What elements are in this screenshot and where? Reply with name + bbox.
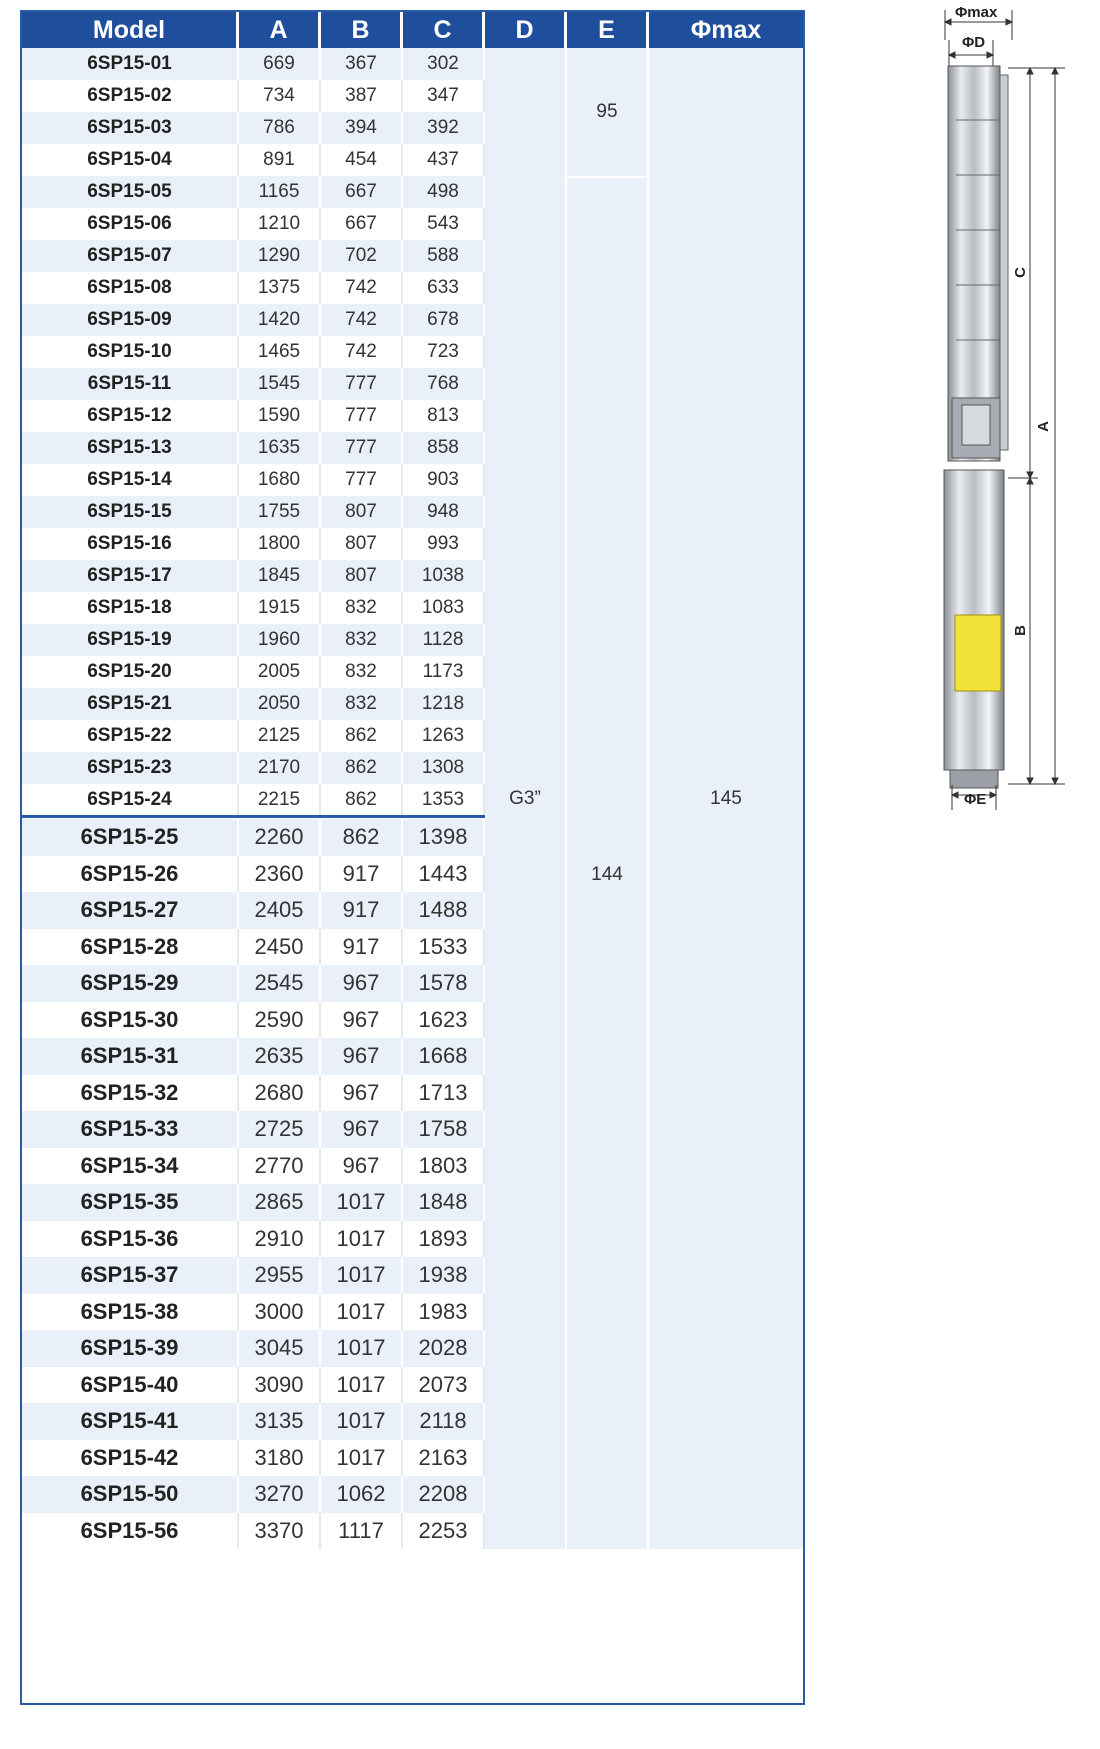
model-cell: 6SP15-02 — [22, 80, 239, 112]
dimension-c-cell: 1308 — [403, 752, 485, 784]
dimension-b-cell: 1017 — [321, 1367, 403, 1404]
header-b: B — [321, 12, 403, 48]
model-cell: 6SP15-37 — [22, 1257, 239, 1294]
dimension-b-cell: 777 — [321, 368, 403, 400]
b-label: B — [1011, 625, 1029, 636]
table-row — [22, 496, 534, 528]
dimension-b-cell: 667 — [321, 208, 403, 240]
dimension-a-cell: 1680 — [239, 464, 321, 496]
model-cell: 6SP15-15 — [22, 496, 239, 528]
dimension-b-cell: 832 — [321, 656, 403, 688]
dimension-c-cell: 723 — [403, 336, 485, 368]
model-cell: 6SP15-10 — [22, 336, 239, 368]
dimension-b-cell: 1017 — [321, 1294, 403, 1331]
dimension-a-cell: 1375 — [239, 272, 321, 304]
dimension-a-cell: 2865 — [239, 1184, 321, 1221]
table-row — [22, 892, 534, 929]
header-e: E — [567, 12, 649, 48]
dimension-c-cell: 1893 — [403, 1221, 485, 1258]
model-cell: 6SP15-13 — [22, 432, 239, 464]
pump-illustration — [900, 0, 1100, 900]
model-cell: 6SP15-22 — [22, 720, 239, 752]
header-d: D — [485, 12, 567, 48]
table-row — [22, 592, 534, 624]
dimension-b-cell: 1017 — [321, 1184, 403, 1221]
model-cell: 6SP15-33 — [22, 1111, 239, 1148]
model-cell: 6SP15-19 — [22, 624, 239, 656]
dimension-b-cell: 917 — [321, 892, 403, 929]
model-cell: 6SP15-12 — [22, 400, 239, 432]
dimension-b-cell: 387 — [321, 80, 403, 112]
model-cell: 6SP15-11 — [22, 368, 239, 400]
dimension-b-cell: 862 — [321, 720, 403, 752]
model-cell: 6SP15-07 — [22, 240, 239, 272]
model-cell: 6SP15-38 — [22, 1294, 239, 1331]
dimension-c-cell: 1533 — [403, 929, 485, 966]
model-cell: 6SP15-14 — [22, 464, 239, 496]
dimension-b-cell: 454 — [321, 144, 403, 176]
table-row — [22, 720, 534, 752]
dimension-a-cell: 2360 — [239, 856, 321, 893]
dimension-c-cell: 1173 — [403, 656, 485, 688]
table-row — [22, 368, 534, 400]
dimension-b-cell: 807 — [321, 560, 403, 592]
dimension-a-cell: 3270 — [239, 1476, 321, 1513]
model-cell: 6SP15-27 — [22, 892, 239, 929]
dimension-a-cell: 2635 — [239, 1038, 321, 1075]
dimension-a-cell: 2005 — [239, 656, 321, 688]
column-e-merged-cell-top — [567, 48, 649, 176]
table-row — [22, 112, 534, 144]
model-cell: 6SP15-16 — [22, 528, 239, 560]
table-row — [22, 144, 534, 176]
table-row — [22, 784, 534, 816]
dimension-b-cell: 832 — [321, 688, 403, 720]
model-cell: 6SP15-24 — [22, 784, 239, 816]
dimension-c-cell: 2028 — [403, 1330, 485, 1367]
table-row — [22, 240, 534, 272]
table-row — [22, 929, 534, 966]
dimension-c-cell: 437 — [403, 144, 485, 176]
dimension-c-cell: 1983 — [403, 1294, 485, 1331]
e-value-bottom: 144 — [591, 864, 623, 885]
table-row — [22, 208, 534, 240]
table-row — [22, 1476, 534, 1513]
dimension-c-cell: 1803 — [403, 1148, 485, 1185]
dimension-c-cell: 392 — [403, 112, 485, 144]
model-cell: 6SP15-40 — [22, 1367, 239, 1404]
column-phimax-merged-cell — [649, 48, 803, 1549]
dimension-b-cell: 1017 — [321, 1330, 403, 1367]
dimension-b-cell: 702 — [321, 240, 403, 272]
c-label: C — [1011, 267, 1029, 278]
dimension-a-cell: 1960 — [239, 624, 321, 656]
dimension-c-cell: 1758 — [403, 1111, 485, 1148]
table-section-separator — [22, 815, 534, 818]
table-row — [22, 80, 534, 112]
dimension-c-cell: 588 — [403, 240, 485, 272]
dimension-a-cell: 2215 — [239, 784, 321, 816]
dimension-c-cell: 768 — [403, 368, 485, 400]
model-cell: 6SP15-21 — [22, 688, 239, 720]
dimension-b-cell: 967 — [321, 1148, 403, 1185]
dimension-c-cell: 1353 — [403, 784, 485, 816]
dimension-a-cell: 1465 — [239, 336, 321, 368]
model-cell: 6SP15-31 — [22, 1038, 239, 1075]
dimension-c-cell: 1488 — [403, 892, 485, 929]
dimension-b-cell: 807 — [321, 528, 403, 560]
dimension-a-cell: 2770 — [239, 1148, 321, 1185]
model-cell: 6SP15-42 — [22, 1440, 239, 1477]
table-row — [22, 1294, 534, 1331]
dimension-c-cell: 1083 — [403, 592, 485, 624]
dimension-b-cell: 967 — [321, 1038, 403, 1075]
table-row — [22, 336, 534, 368]
dimension-a-cell: 2910 — [239, 1221, 321, 1258]
table-row — [22, 48, 534, 80]
model-cell: 6SP15-28 — [22, 929, 239, 966]
dimension-b-cell: 1017 — [321, 1221, 403, 1258]
table-row — [22, 1257, 534, 1294]
table-row — [22, 560, 534, 592]
table-row — [22, 856, 534, 893]
dimension-b-cell: 367 — [321, 48, 403, 80]
dimension-b-cell: 777 — [321, 432, 403, 464]
table-row — [22, 656, 534, 688]
dimension-b-cell: 1017 — [321, 1403, 403, 1440]
dimension-b-cell: 967 — [321, 1111, 403, 1148]
phimax-value: 145 — [710, 788, 742, 809]
dimension-a-cell: 1210 — [239, 208, 321, 240]
dimension-a-cell: 1545 — [239, 368, 321, 400]
dimension-b-cell: 1017 — [321, 1257, 403, 1294]
model-cell: 6SP15-04 — [22, 144, 239, 176]
table-row — [22, 1330, 534, 1367]
model-cell: 6SP15-36 — [22, 1221, 239, 1258]
header-model: Model — [22, 12, 239, 48]
dimension-a-cell: 1165 — [239, 176, 321, 208]
dimension-a-cell: 2260 — [239, 819, 321, 856]
dimension-c-cell: 1938 — [403, 1257, 485, 1294]
dimension-c-cell: 2118 — [403, 1403, 485, 1440]
table-row — [22, 752, 534, 784]
dimension-a-cell: 2725 — [239, 1111, 321, 1148]
dimension-a-cell: 3370 — [239, 1513, 321, 1550]
pump-body — [948, 66, 1008, 461]
dimension-c-cell: 2073 — [403, 1367, 485, 1404]
dimension-b-cell: 742 — [321, 304, 403, 336]
dimension-c-cell: 1443 — [403, 856, 485, 893]
dimension-b-cell: 862 — [321, 752, 403, 784]
dimension-c-cell: 1848 — [403, 1184, 485, 1221]
table-row — [22, 1513, 534, 1550]
table-row — [22, 1403, 534, 1440]
table-row — [22, 1038, 534, 1075]
motor-label-sticker — [955, 615, 1001, 691]
table-row — [22, 965, 534, 1002]
dimension-a-cell: 3045 — [239, 1330, 321, 1367]
model-cell: 6SP15-06 — [22, 208, 239, 240]
dimension-b-cell: 832 — [321, 624, 403, 656]
table-row — [22, 464, 534, 496]
dimension-c-cell: 903 — [403, 464, 485, 496]
model-cell: 6SP15-25 — [22, 819, 239, 856]
dimension-b-cell: 807 — [321, 496, 403, 528]
table-row — [22, 1221, 534, 1258]
table-row — [22, 1148, 534, 1185]
dimension-b-cell: 1117 — [321, 1513, 403, 1550]
dimension-c-cell: 1128 — [403, 624, 485, 656]
dimension-b-cell: 862 — [321, 819, 403, 856]
dimension-b-cell: 917 — [321, 929, 403, 966]
dimension-b-cell: 967 — [321, 965, 403, 1002]
table-row — [22, 400, 534, 432]
dimension-a-cell: 3090 — [239, 1367, 321, 1404]
table-row — [22, 176, 534, 208]
table-row — [22, 819, 534, 856]
header-a: A — [239, 12, 321, 48]
dimension-b-cell: 777 — [321, 464, 403, 496]
motor-body — [944, 470, 1004, 788]
dimension-c-cell: 1263 — [403, 720, 485, 752]
dimension-a-cell: 2050 — [239, 688, 321, 720]
model-cell: 6SP15-18 — [22, 592, 239, 624]
header-phimax: Φmax — [649, 12, 803, 48]
table-row — [22, 1440, 534, 1477]
dimension-b-cell: 742 — [321, 336, 403, 368]
table-row — [22, 688, 534, 720]
dimension-c-cell: 993 — [403, 528, 485, 560]
dimension-a-cell: 1420 — [239, 304, 321, 336]
model-cell: 6SP15-29 — [22, 965, 239, 1002]
dimension-a-cell: 3180 — [239, 1440, 321, 1477]
model-cell: 6SP15-41 — [22, 1403, 239, 1440]
dimension-b-cell: 967 — [321, 1075, 403, 1112]
column-d-merged-cell — [485, 48, 567, 1549]
dimension-b-cell: 967 — [321, 1002, 403, 1039]
dimension-a-cell: 891 — [239, 144, 321, 176]
dimension-c-cell: 858 — [403, 432, 485, 464]
dimension-c-cell: 1578 — [403, 965, 485, 1002]
dimension-c-cell: 813 — [403, 400, 485, 432]
dimension-c-cell: 498 — [403, 176, 485, 208]
model-cell: 6SP15-09 — [22, 304, 239, 336]
column-e-merged-cell-bottom — [567, 178, 649, 1549]
model-cell: 6SP15-03 — [22, 112, 239, 144]
table-row — [22, 1075, 534, 1112]
dimension-a-cell: 734 — [239, 80, 321, 112]
dimension-table — [20, 10, 805, 1705]
dimension-c-cell: 1713 — [403, 1075, 485, 1112]
dimension-c-cell: 1218 — [403, 688, 485, 720]
dimension-c-cell: 1398 — [403, 819, 485, 856]
dimension-b-cell: 1062 — [321, 1476, 403, 1513]
dimension-c-cell: 1038 — [403, 560, 485, 592]
model-cell: 6SP15-08 — [22, 272, 239, 304]
model-cell: 6SP15-30 — [22, 1002, 239, 1039]
model-cell: 6SP15-20 — [22, 656, 239, 688]
dimension-b-cell: 667 — [321, 176, 403, 208]
dimension-a-cell: 2545 — [239, 965, 321, 1002]
dimension-a-cell: 3000 — [239, 1294, 321, 1331]
dimension-c-cell: 347 — [403, 80, 485, 112]
dimension-a-cell: 2680 — [239, 1075, 321, 1112]
dimension-c-cell: 678 — [403, 304, 485, 336]
table-row — [22, 1111, 534, 1148]
table-row — [22, 1367, 534, 1404]
model-cell: 6SP15-56 — [22, 1513, 239, 1550]
dimension-a-cell: 1800 — [239, 528, 321, 560]
model-cell: 6SP15-05 — [22, 176, 239, 208]
a-label: A — [1034, 421, 1052, 432]
model-cell: 6SP15-01 — [22, 48, 239, 80]
dimension-c-cell: 948 — [403, 496, 485, 528]
table-row — [22, 1002, 534, 1039]
dimension-c-cell: 302 — [403, 48, 485, 80]
dimension-b-cell: 394 — [321, 112, 403, 144]
dimension-b-cell: 742 — [321, 272, 403, 304]
model-cell: 6SP15-34 — [22, 1148, 239, 1185]
model-cell: 6SP15-23 — [22, 752, 239, 784]
pump-dimension-drawing — [900, 0, 1100, 900]
dimension-b-cell: 777 — [321, 400, 403, 432]
phie-label: ΦE — [964, 791, 987, 808]
table-row — [22, 304, 534, 336]
dimension-a-cell: 1755 — [239, 496, 321, 528]
model-cell: 6SP15-50 — [22, 1476, 239, 1513]
model-cell: 6SP15-35 — [22, 1184, 239, 1221]
dimension-a-cell: 2170 — [239, 752, 321, 784]
model-cell: 6SP15-32 — [22, 1075, 239, 1112]
dimension-a-cell: 1845 — [239, 560, 321, 592]
table-row — [22, 432, 534, 464]
dimension-c-cell: 633 — [403, 272, 485, 304]
dimension-c-cell: 2253 — [403, 1513, 485, 1550]
dimension-a-cell: 2955 — [239, 1257, 321, 1294]
phid-label: ΦD — [962, 34, 986, 51]
dimension-c-cell: 2208 — [403, 1476, 485, 1513]
dimension-a-cell: 1915 — [239, 592, 321, 624]
table-row — [22, 624, 534, 656]
dimension-a-cell: 2450 — [239, 929, 321, 966]
dimension-c-cell: 2163 — [403, 1440, 485, 1477]
dimension-b-cell: 1017 — [321, 1440, 403, 1477]
dimension-a-cell: 1290 — [239, 240, 321, 272]
dimension-b-cell: 832 — [321, 592, 403, 624]
dimension-a-cell: 2590 — [239, 1002, 321, 1039]
dimension-a-cell: 669 — [239, 48, 321, 80]
d-value: G3” — [509, 788, 541, 809]
table-header — [22, 12, 803, 48]
dimension-c-cell: 1668 — [403, 1038, 485, 1075]
dimension-b-cell: 917 — [321, 856, 403, 893]
dimension-a-cell: 2125 — [239, 720, 321, 752]
header-c: C — [403, 12, 485, 48]
model-cell: 6SP15-39 — [22, 1330, 239, 1367]
dimension-a-cell: 2405 — [239, 892, 321, 929]
model-cell: 6SP15-26 — [22, 856, 239, 893]
table-row — [22, 528, 534, 560]
e-value-top: 95 — [596, 101, 618, 122]
dimension-a-cell: 1635 — [239, 432, 321, 464]
dimension-b-cell: 862 — [321, 784, 403, 816]
dimension-a-cell: 786 — [239, 112, 321, 144]
dimension-c-cell: 1623 — [403, 1002, 485, 1039]
table-row — [22, 272, 534, 304]
dimension-c-cell: 543 — [403, 208, 485, 240]
table-row — [22, 1184, 534, 1221]
phimax-label: Φmax — [955, 4, 998, 21]
model-cell: 6SP15-17 — [22, 560, 239, 592]
dimension-a-cell: 3135 — [239, 1403, 321, 1440]
dimension-a-cell: 1590 — [239, 400, 321, 432]
